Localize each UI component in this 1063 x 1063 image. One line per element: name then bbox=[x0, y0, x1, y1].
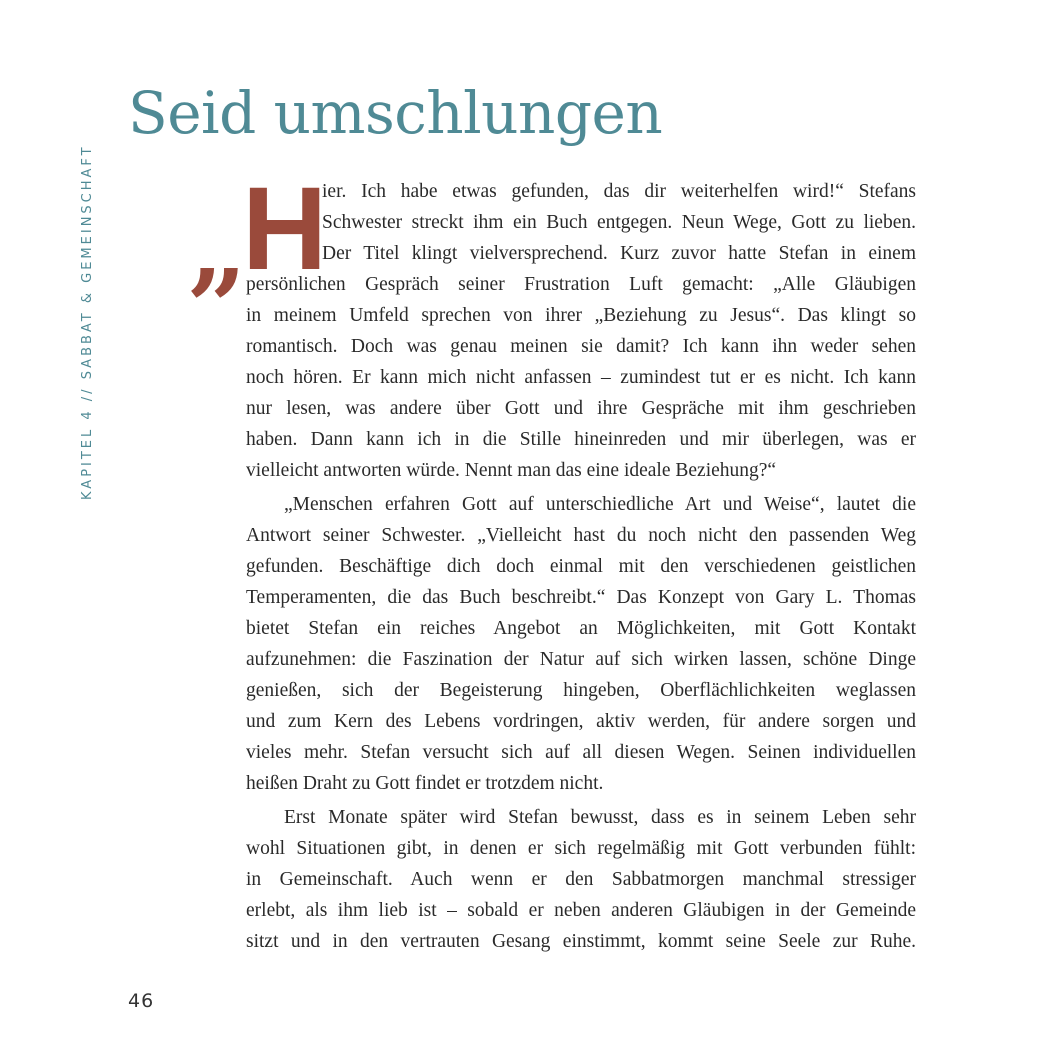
text-line: wohl Situationen gibt, in denen er sich regelmäßig mit Gott verbunden fühlt: bbox=[246, 838, 916, 859]
text-line: Schwester streckt ihm ein Buch entgegen. Neun Wege, Gott zu lieben. bbox=[322, 212, 916, 233]
text-line: genießen, sich der Begeisterung hingeben, Oberflächlichkeiten weglassen bbox=[246, 680, 916, 701]
page-number: 46 bbox=[128, 990, 155, 1012]
paragraph-2 bbox=[246, 489, 916, 799]
paragraph-1 bbox=[246, 176, 916, 486]
text-line: in Gemeinschaft. Auch wenn er den Sabbatmorgen manchmal stressiger bbox=[246, 869, 916, 890]
text-line: gefunden. Beschäftige dich doch einmal mit den verschiedenen geistlichen bbox=[246, 556, 916, 577]
text-line: in meinem Umfeld sprechen von ihrer „Beziehung zu Jesus“. Das klingt so bbox=[246, 305, 916, 326]
text-line: bietet Stefan ein reiches Angebot an Möglichkeiten, mit Gott Kontakt bbox=[246, 618, 916, 639]
text-line: nur lesen, was andere über Gott und ihre Gespräche mit ihm geschrieben bbox=[246, 398, 916, 419]
text-line: Antwort seiner Schwester. „Vielleicht hast du noch nicht den passenden Weg bbox=[246, 525, 916, 546]
dropcap-letter: H bbox=[242, 163, 328, 295]
text-line: Der Titel klingt vielversprechend. Kurz zuvor hatte Stefan in einem bbox=[322, 243, 916, 264]
text-line: vieles mehr. Stefan versucht sich auf all diesen Wegen. Seinen individuellen bbox=[246, 742, 916, 763]
text-line: persönlichen Gespräch seiner Frustration Luft gemacht: „Alle Gläubigen bbox=[246, 274, 916, 295]
text-line: noch hören. Er kann mich nicht anfassen – zumindest tut er es nicht. Ich kann bbox=[246, 367, 916, 388]
paragraph-3 bbox=[246, 802, 916, 957]
chapter-title: Seid umschlungen bbox=[128, 79, 663, 147]
text-line: erlebt, als ihm lieb ist – sobald er neben anderen Gläubigen in der Gemeinde bbox=[246, 900, 916, 921]
text-line: haben. Dann kann ich in die Stille hineinreden und mir überlegen, was er bbox=[246, 429, 916, 450]
text-line: vielleicht antworten würde. Nennt man das eine ideale Beziehung?“ bbox=[246, 460, 777, 481]
chapter-side-label: KAPITEL 4 // SABBAT & GEMEINSCHAFT bbox=[80, 144, 95, 500]
text-line: und zum Kern des Lebens vordringen, aktiv werden, für andere sorgen und bbox=[246, 711, 916, 732]
text-line: heißen Draht zu Gott findet er trotzdem nicht. bbox=[246, 773, 604, 794]
text-line: Erst Monate später wird Stefan bewusst, dass es in seinem Leben sehr bbox=[284, 807, 916, 828]
text-line: romantisch. Doch was genau meinen sie damit? Ich kann ihn weder sehen bbox=[246, 336, 916, 357]
text-line: „Menschen erfahren Gott auf unterschiedliche Art und Weise“, lautet die bbox=[284, 494, 916, 515]
text-line: Temperamenten, die das Buch beschreibt.“ Das Konzept von Gary L. Thomas bbox=[246, 587, 916, 608]
text-line: sitzt und in den vertrauten Gesang einstimmt, kommt seine Seele zur Ruhe. bbox=[246, 931, 916, 952]
text-line: ier. Ich habe etwas gefunden, das dir weiterhelfen wird!“ Stefans bbox=[322, 181, 916, 202]
dropcap-quote: „ bbox=[188, 186, 248, 309]
text-line: aufzunehmen: die Faszination der Natur auf sich wirken lassen, schöne Dinge bbox=[246, 649, 916, 670]
